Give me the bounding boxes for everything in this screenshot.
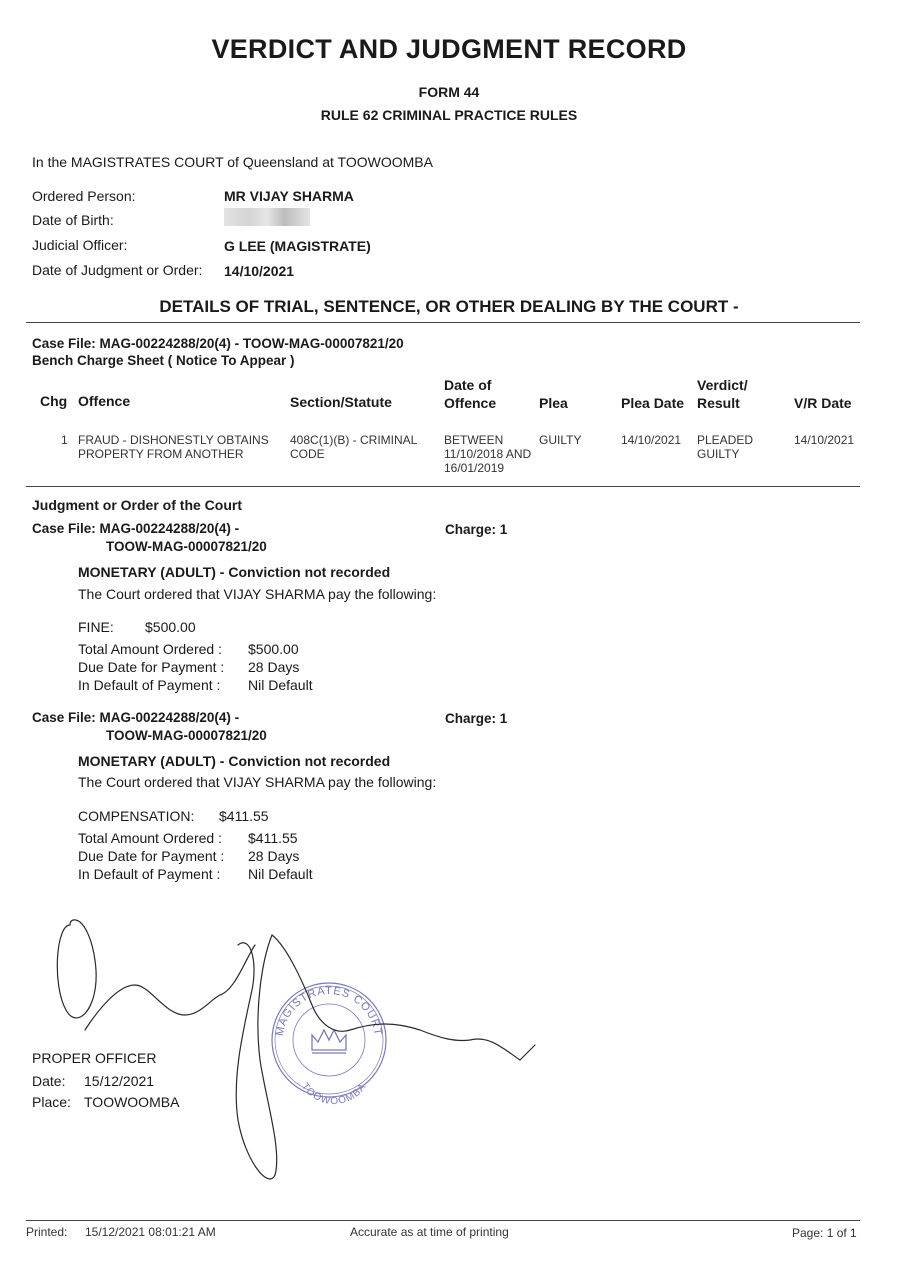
cell-offence-line1: FRAUD - DISHONESTLY OBTAINS	[78, 433, 269, 447]
cell-section-line1: 408C(1)(B) - CRIMINAL	[290, 433, 418, 447]
order1-item-label: FINE:	[78, 619, 114, 635]
court-line: In the MAGISTRATES COURT of Queensland at TOOWOOMBA	[32, 154, 433, 170]
order2-case-file-line2: TOOW-MAG-00007821/20	[106, 728, 267, 743]
col-vr-date: V/R Date	[794, 395, 852, 411]
ordered-person-label: Ordered Person:	[32, 188, 136, 204]
judgment-date-label: Date of Judgment or Order:	[32, 262, 203, 278]
page-number: Page: 1 of 1	[792, 1226, 857, 1240]
order1-item-value: $500.00	[145, 619, 196, 635]
col-offence: Offence	[78, 393, 131, 409]
cell-date-line1: BETWEEN	[444, 433, 504, 447]
order1-due-label: Due Date for Payment :	[78, 659, 225, 675]
proper-officer: PROPER OFFICER	[32, 1050, 157, 1066]
cell-vr-date: 14/10/2021	[794, 433, 855, 447]
order1-due-value: 28 Days	[248, 659, 300, 675]
bench-charge-sheet: Bench Charge Sheet ( Notice To Appear )	[32, 353, 295, 368]
signoff-date: 15/12/2021	[84, 1073, 155, 1089]
order2-default-label: In Default of Payment :	[78, 866, 221, 882]
order2-item-label: COMPENSATION:	[78, 808, 195, 824]
order2-total-value: $411.55	[248, 830, 298, 846]
court-seal	[272, 983, 386, 1097]
col-section: Section/Statute	[290, 394, 392, 410]
cell-plea: GUILTY	[539, 433, 582, 447]
cell-offence-line2: PROPERTY FROM ANOTHER	[78, 447, 244, 461]
order2-text: The Court ordered that VIJAY SHARMA pay the following:	[78, 774, 437, 790]
rule-reference: RULE 62 CRIMINAL PRACTICE RULES	[320, 107, 578, 123]
cell-date-line3: 16/01/2019	[444, 461, 505, 475]
order2-case-file-line1: Case File: MAG-00224288/20(4) -	[32, 710, 240, 725]
order2-total-label: Total Amount Ordered :	[78, 830, 222, 846]
judicial-officer-label: Judicial Officer:	[32, 237, 128, 253]
cell-chg: 1	[61, 433, 68, 447]
order1-type: MONETARY (ADULT) - Conviction not recorded	[78, 564, 391, 580]
printed-label: Printed:	[26, 1225, 68, 1239]
col-verdict-line2: Result	[697, 395, 740, 411]
printed-timestamp: 15/12/2021 08:01:21 AM	[85, 1225, 216, 1239]
signoff-place-label: Place:	[32, 1094, 71, 1110]
order1-case-file-line2: TOOW-MAG-00007821/20	[106, 539, 267, 554]
order2-due-label: Due Date for Payment :	[78, 848, 225, 864]
order2-default-value: Nil Default	[248, 866, 313, 882]
seal-top-text: MAGISTRATES COURT	[274, 985, 384, 1037]
order1-case-file-line1: Case File: MAG-00224288/20(4) -	[32, 521, 240, 536]
cell-verdict-line1: PLEADED	[697, 433, 754, 447]
cell-date-line2: 11/10/2018 AND	[444, 447, 532, 461]
document-title: VERDICT AND JUDGMENT RECORD	[211, 34, 687, 64]
cell-verdict-line2: GUILTY	[697, 447, 740, 461]
order1-total-value: $500.00	[248, 641, 299, 657]
footer-divider	[26, 1220, 860, 1221]
order2-type: MONETARY (ADULT) - Conviction not recorded	[78, 753, 391, 769]
col-date-line1: Date of	[444, 377, 492, 393]
cell-plea-date: 14/10/2021	[621, 433, 682, 447]
dob-label: Date of Birth:	[32, 212, 114, 228]
cell-section-line2: CODE	[290, 447, 325, 461]
judicial-officer-value: G LEE (MAGISTRATE)	[224, 238, 371, 254]
signoff-date-label: Date:	[32, 1073, 66, 1089]
col-chg: Chg	[40, 393, 68, 409]
order1-default-label: In Default of Payment :	[78, 677, 221, 693]
accuracy-note: Accurate as at time of printing	[350, 1225, 509, 1239]
signoff-place: TOOWOOMBA	[84, 1094, 180, 1110]
order1-charge: Charge: 1	[445, 522, 508, 537]
order2-due-value: 28 Days	[248, 848, 300, 864]
order2-charge: Charge: 1	[445, 711, 508, 726]
col-verdict-line1: Verdict/	[697, 377, 748, 393]
seal-bottom-text: TOOWOOMBA	[299, 1081, 369, 1108]
order1-default-value: Nil Default	[248, 677, 313, 693]
order2-item-value: $411.55	[219, 808, 269, 824]
col-plea-date: Plea Date	[621, 395, 685, 411]
ordered-person-value: MR VIJAY SHARMA	[224, 188, 354, 204]
case-file: Case File: MAG-00224288/20(4) - TOOW-MAG-00007821/20	[32, 336, 404, 351]
order1-text: The Court ordered that VIJAY SHARMA pay the following:	[78, 586, 437, 602]
form-number: FORM 44	[418, 84, 480, 100]
judgment-heading: Judgment or Order of the Court	[32, 497, 242, 513]
order1-total-label: Total Amount Ordered :	[78, 641, 222, 657]
col-plea: Plea	[539, 395, 568, 411]
col-date-line2: Offence	[444, 395, 497, 411]
crown-icon	[312, 1030, 346, 1050]
details-heading: DETAILS OF TRIAL, SENTENCE, OR OTHER DEALING BY THE COURT -	[159, 297, 739, 316]
judgment-date-value: 14/10/2021	[224, 263, 295, 279]
